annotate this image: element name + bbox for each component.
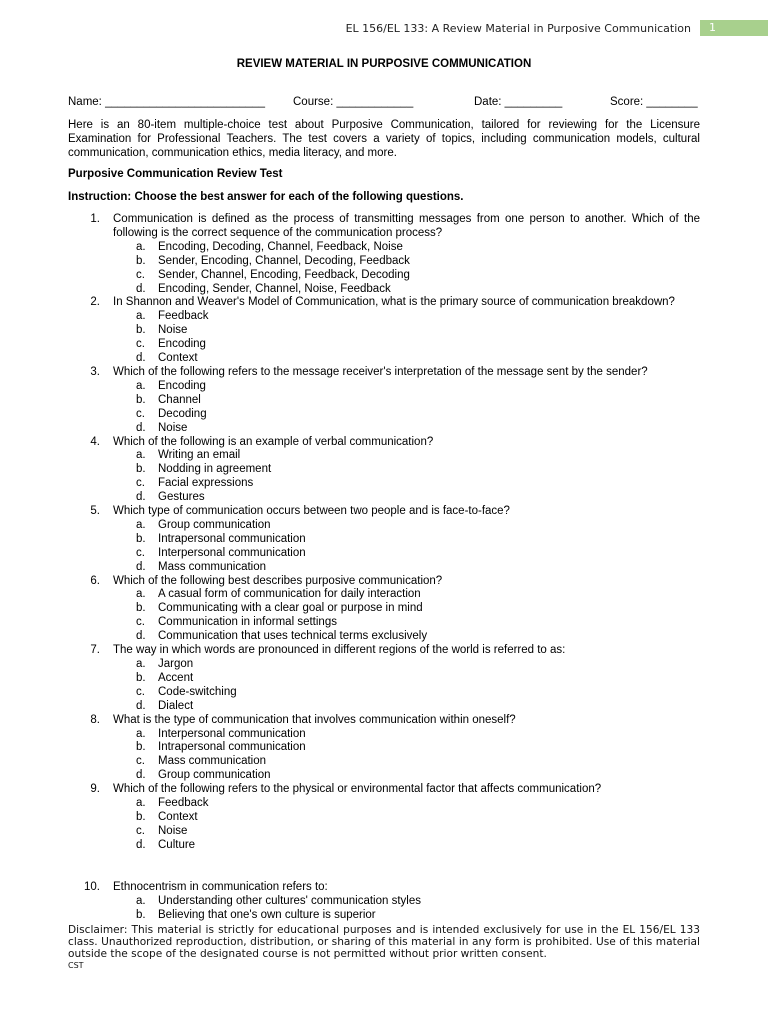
option-text: Intrapersonal communication	[158, 532, 306, 545]
option-text: Understanding other cultures' communication styles	[158, 894, 421, 907]
question-text: The way in which words are pronounced in different regions of the world is referred to as:	[113, 644, 566, 657]
option-letter: a.	[136, 240, 146, 253]
option-text: Encoding, Decoding, Channel, Feedback, Noise	[158, 240, 403, 253]
option-text: Facial expressions	[158, 477, 254, 490]
answer-option	[68, 700, 700, 714]
answer-option	[68, 769, 700, 783]
answer-option	[68, 588, 700, 602]
option-text: Decoding	[158, 407, 207, 420]
answer-option	[68, 741, 700, 755]
option-letter: a.	[136, 588, 146, 601]
question-text: Which type of communication occurs between two people and is face-to-face?	[113, 505, 510, 518]
question-text: In Shannon and Weaver's Model of Communication, what is the primary source of communication breakdown?	[113, 296, 675, 309]
question-item	[68, 366, 700, 380]
answer-option	[68, 825, 700, 839]
test-title: Purposive Communication Review Test	[68, 168, 283, 180]
option-letter: d.	[136, 421, 146, 434]
option-text: Interpersonal communication	[158, 727, 306, 740]
option-letter: c.	[136, 755, 145, 768]
option-text: Channel	[158, 393, 201, 406]
option-letter: d.	[136, 352, 146, 365]
answer-option	[68, 755, 700, 769]
answer-option	[68, 463, 700, 477]
option-text: Noise	[158, 824, 188, 837]
question-number: 9.	[90, 783, 100, 796]
answer-option	[68, 449, 700, 463]
question-text: Which of the following is an example of verbal communication?	[113, 435, 434, 448]
option-text: Mass communication	[158, 755, 267, 768]
option-text: Nodding in agreement	[158, 463, 272, 476]
option-letter: c.	[136, 546, 145, 559]
option-text: Feedback	[158, 797, 209, 810]
question-item	[68, 505, 700, 519]
option-text: Code-switching	[158, 685, 237, 698]
date-field: Date: _________	[474, 96, 563, 108]
answer-option	[68, 269, 700, 283]
question-number: 6.	[90, 574, 100, 587]
option-text: Gestures	[158, 491, 205, 504]
option-text: Encoding	[158, 338, 206, 351]
question-item	[68, 296, 700, 310]
question-number: 7.	[90, 644, 100, 657]
option-text: Communication that uses technical terms exclusively	[158, 630, 428, 643]
document-title: REVIEW MATERIAL IN PURPOSIVE COMMUNICATION	[236, 58, 532, 70]
option-text: Context	[158, 352, 198, 365]
answer-option	[68, 491, 700, 505]
option-letter: d.	[136, 630, 146, 643]
question-item	[68, 881, 700, 895]
answer-option	[68, 672, 700, 686]
option-text: Interpersonal communication	[158, 546, 306, 559]
option-letter: b.	[136, 463, 146, 476]
option-text: Culture	[158, 838, 196, 851]
option-text: Mass communication	[158, 560, 267, 573]
answer-option	[68, 241, 700, 255]
question-text: Ethnocentrism in communication refers to:	[113, 880, 328, 893]
question-number: 4.	[90, 435, 100, 448]
question-text: Which of the following refers to the message receiver's interpretation of the message sent by the sender?	[113, 365, 648, 378]
instruction-text: Instruction: Choose the best answer for each of the following questions.	[68, 191, 464, 203]
option-letter: a.	[136, 894, 146, 907]
answer-option	[68, 533, 700, 547]
option-letter: a.	[136, 518, 146, 531]
answer-option	[68, 811, 700, 825]
option-letter: a.	[136, 449, 146, 462]
question-text: Which of the following refers to the physical or environmental factor that affects communication?	[113, 783, 602, 796]
option-letter: b.	[136, 741, 146, 754]
header-course-title: EL 156/EL 133: A Review Material in Purposive Communication	[345, 22, 691, 35]
option-text: Intrapersonal communication	[158, 741, 306, 754]
option-letter: d.	[136, 491, 146, 504]
option-text: Writing an email	[158, 449, 241, 462]
answer-option	[68, 797, 700, 811]
option-letter: d.	[136, 560, 146, 573]
score-field: Score: ________	[610, 96, 698, 108]
question-text: Communication is defined as the process of transmitting messages from one person to another. Which of the following is the correct sequence of the communication process?	[113, 213, 700, 239]
answer-option	[68, 547, 700, 561]
question-number: 10.	[84, 880, 100, 893]
option-letter: d.	[136, 769, 146, 782]
page-header	[0, 20, 768, 38]
answer-option	[68, 839, 700, 853]
answer-option	[68, 352, 700, 366]
question-item	[68, 436, 700, 450]
answer-option	[68, 602, 700, 616]
option-text: Sender, Channel, Encoding, Feedback, Decoding	[158, 268, 410, 281]
answer-option	[68, 283, 700, 297]
answer-option	[68, 909, 700, 923]
option-text: Accent	[158, 671, 194, 684]
answer-option	[68, 338, 700, 352]
option-letter: c.	[136, 407, 145, 420]
question-number: 3.	[90, 365, 100, 378]
option-letter: c.	[136, 824, 145, 837]
option-text: Jargon	[158, 658, 194, 670]
question-number: 2.	[90, 296, 100, 309]
option-letter: b.	[136, 908, 146, 921]
question-text: Which of the following best describes purposive communication?	[113, 574, 443, 587]
intro-paragraph: Here is an 80-item multiple-choice test about Purposive Communication, tailored for reviewing for the Licensure Examination for Professional Teachers. The test covers a variety of topics, including communication models, cultural communication, communication ethics, media literacy, and more.	[68, 119, 700, 159]
option-text: Group communication	[158, 769, 271, 782]
option-letter: d.	[136, 282, 146, 295]
question-item	[68, 575, 700, 589]
answer-option	[68, 616, 700, 630]
course-field: Course: ____________	[293, 96, 414, 108]
option-letter: c.	[136, 685, 145, 698]
option-letter: a.	[136, 727, 146, 740]
option-letter: b.	[136, 810, 146, 823]
question-number: 5.	[90, 505, 100, 518]
footer-tag: CST	[68, 961, 84, 970]
answer-option	[68, 422, 700, 436]
answer-option	[68, 310, 700, 324]
question-item	[68, 714, 700, 728]
option-letter: b.	[136, 324, 146, 337]
question-item	[68, 783, 700, 797]
student-info-fields	[68, 96, 700, 110]
answer-option	[68, 561, 700, 575]
question-list	[68, 213, 700, 922]
option-letter: d.	[136, 838, 146, 851]
option-text: Believing that one's own culture is superior	[158, 908, 376, 921]
question-number: 8.	[90, 713, 100, 726]
option-text: Encoding, Sender, Channel, Noise, Feedback	[158, 282, 391, 295]
option-text: Noise	[158, 324, 188, 337]
answer-option	[68, 255, 700, 269]
question-item	[68, 644, 700, 658]
option-text: Noise	[158, 421, 188, 434]
answer-option	[68, 728, 700, 742]
option-letter: c.	[136, 616, 145, 629]
page-spacing	[68, 853, 700, 881]
option-text: Group communication	[158, 518, 271, 531]
option-text: Sender, Encoding, Channel, Decoding, Feedback	[158, 254, 410, 267]
option-text: A casual form of communication for daily interaction	[158, 588, 421, 601]
option-letter: c.	[136, 477, 145, 490]
answer-option	[68, 658, 700, 672]
option-text: Feedback	[158, 310, 209, 323]
option-letter: a.	[136, 379, 146, 392]
option-text: Communication in informal settings	[158, 616, 337, 629]
option-text: Communicating with a clear goal or purpose in mind	[158, 602, 423, 615]
answer-option	[68, 477, 700, 491]
option-letter: b.	[136, 393, 146, 406]
page-number-badge: 1	[700, 20, 768, 36]
question-number: 1.	[90, 213, 100, 225]
option-letter: b.	[136, 671, 146, 684]
answer-option	[68, 519, 700, 533]
option-letter: b.	[136, 532, 146, 545]
question-item	[68, 213, 700, 241]
option-letter: c.	[136, 268, 145, 281]
answer-option	[68, 408, 700, 422]
option-letter: c.	[136, 338, 145, 351]
answer-option	[68, 630, 700, 644]
answer-option	[68, 895, 700, 909]
question-text: What is the type of communication that involves communication within oneself?	[113, 713, 516, 726]
option-letter: a.	[136, 310, 146, 323]
answer-option	[68, 324, 700, 338]
disclaimer: Disclaimer: This material is strictly for educational purposes and is intended exclusively for use in the EL 156/EL 133 class. Unauthorized reproduction, distribution, or sharing of this material in any form is prohibited. Use of this material outside the scope of the designated course is not permitted without prior written consent.	[68, 924, 700, 961]
option-letter: d.	[136, 699, 146, 712]
option-text: Encoding	[158, 379, 206, 392]
answer-option	[68, 380, 700, 394]
option-letter: a.	[136, 658, 146, 670]
answer-option	[68, 686, 700, 700]
option-text: Context	[158, 810, 198, 823]
name-field: Name: _________________________	[68, 96, 265, 108]
answer-option	[68, 394, 700, 408]
option-letter: b.	[136, 602, 146, 615]
option-text: Dialect	[158, 699, 194, 712]
option-letter: a.	[136, 797, 146, 810]
option-letter: b.	[136, 254, 146, 267]
